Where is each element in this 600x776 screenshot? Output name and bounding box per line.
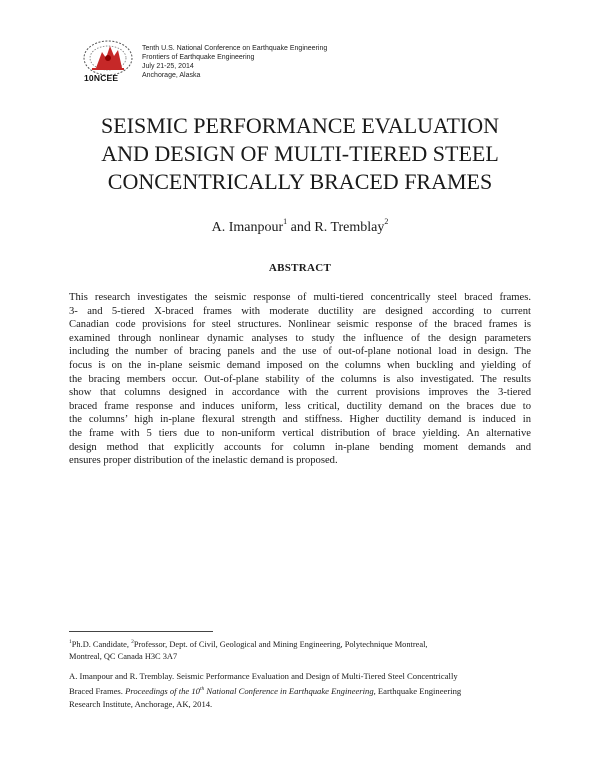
abstract-line: This research investigates the seismic response of multi-tiered concentrically steel braced frames. — [69, 292, 531, 303]
footnote-address: Montreal, QC Canada H3C 3A7 — [69, 652, 178, 662]
conference-theme: Frontiers of Earthquake Engineering — [142, 54, 255, 61]
footnote-text: Ph.D. Candidate, — [71, 640, 132, 649]
abstract-line: the bracing members occur. Out-of-plane stability of the columns is also investigated. The results — [69, 373, 531, 385]
citation-text: Braced Frames. — [69, 686, 126, 696]
author-list — [0, 217, 600, 236]
conference-dates: July 21-25, 2014 — [142, 63, 194, 70]
abstract-line: the columns’ high in-plane flexural strength and stiffness. Higher ductility demand is induced in — [69, 414, 531, 426]
author-affiliation-mark: 2 — [384, 217, 389, 226]
footnote-mark: 1 — [69, 639, 72, 645]
abstract-line: 3- and 5-tiered X-braced frames with moderate ductility are designed according to current — [69, 305, 531, 317]
footnote-text: Professor, Dept. of Civil, Geological and Mining Engineering, Polytechnique Montreal, — [133, 640, 428, 649]
abstract-body — [69, 291, 531, 468]
footnote-line — [69, 636, 539, 651]
logo-text: 10NCEE — [84, 73, 119, 83]
footnote-divider — [69, 631, 213, 632]
citation-ordinal: th — [199, 686, 205, 692]
abstract-line: examined through nonlinear dynamic analyses to study the influence of the design parameters — [69, 332, 531, 344]
author-name: R. Tremblay — [314, 220, 385, 235]
footnote — [69, 636, 539, 664]
citation-line — [69, 683, 539, 698]
abstract-line: design method that explicitly accounts for column in-plane bending moment demands and — [69, 441, 531, 453]
conference-name: Tenth U.S. National Conference on Earthquake Engineering — [142, 45, 328, 52]
abstract-line: braced frame response and induces uniform, less critical, ductility demand on the braces due to — [69, 400, 531, 412]
title-line: SEISMIC PERFORMANCE EVALUATION — [100, 113, 500, 138]
conference-location: Anchorage, Alaska — [142, 72, 201, 79]
author-name: A. Imanpour — [211, 220, 284, 235]
abstract-line: including the number of bracing panels and the use of out-of-plane notional load in design. The — [69, 346, 531, 358]
abstract-line: ensures proper distribution of the inelastic demand is proposed. — [69, 455, 338, 467]
citation — [69, 670, 539, 711]
footnote-mark: 2 — [131, 639, 134, 645]
citation-proceedings-text: Proceedings of the 10 — [125, 686, 200, 696]
author-connector: and — [287, 220, 315, 235]
title-line: AND DESIGN OF MULTI-TIERED STEEL — [101, 141, 499, 166]
citation-line: A. Imanpour and R. Tremblay. Seismic Performance Evaluation and Design of Multi-Tiered Steel Concentrically — [69, 671, 458, 681]
title-line: CONCENTRICALLY BRACED FRAMES — [107, 169, 493, 194]
citation-text: , Earthquake Engineering — [373, 686, 462, 696]
abstract-heading: ABSTRACT — [268, 262, 332, 274]
abstract-line: Canadian code provisions for steel structures. Nonlinear seismic response of the braced frames is — [69, 319, 531, 331]
paper-title — [40, 112, 560, 196]
citation-line: Research Institute, Anchorage, AK, 2014. — [69, 699, 213, 709]
conference-info — [142, 44, 327, 80]
citation-proceedings-text: National Conference in Earthquake Engineering — [204, 686, 374, 696]
abstract-line: the frame with 5 tiers due to non-uniform vertical distribution of brace yielding. An alternative — [69, 427, 531, 439]
abstract-line: focus is on the in-plane seismic demand imposed on the columns when buckling and yielding of — [69, 359, 531, 371]
abstract-line: show that columns designed in accordance with the current provisions improves the 3-tiered — [69, 387, 531, 399]
author-affiliation-mark: 1 — [283, 217, 288, 226]
citation-proceedings — [125, 686, 374, 696]
